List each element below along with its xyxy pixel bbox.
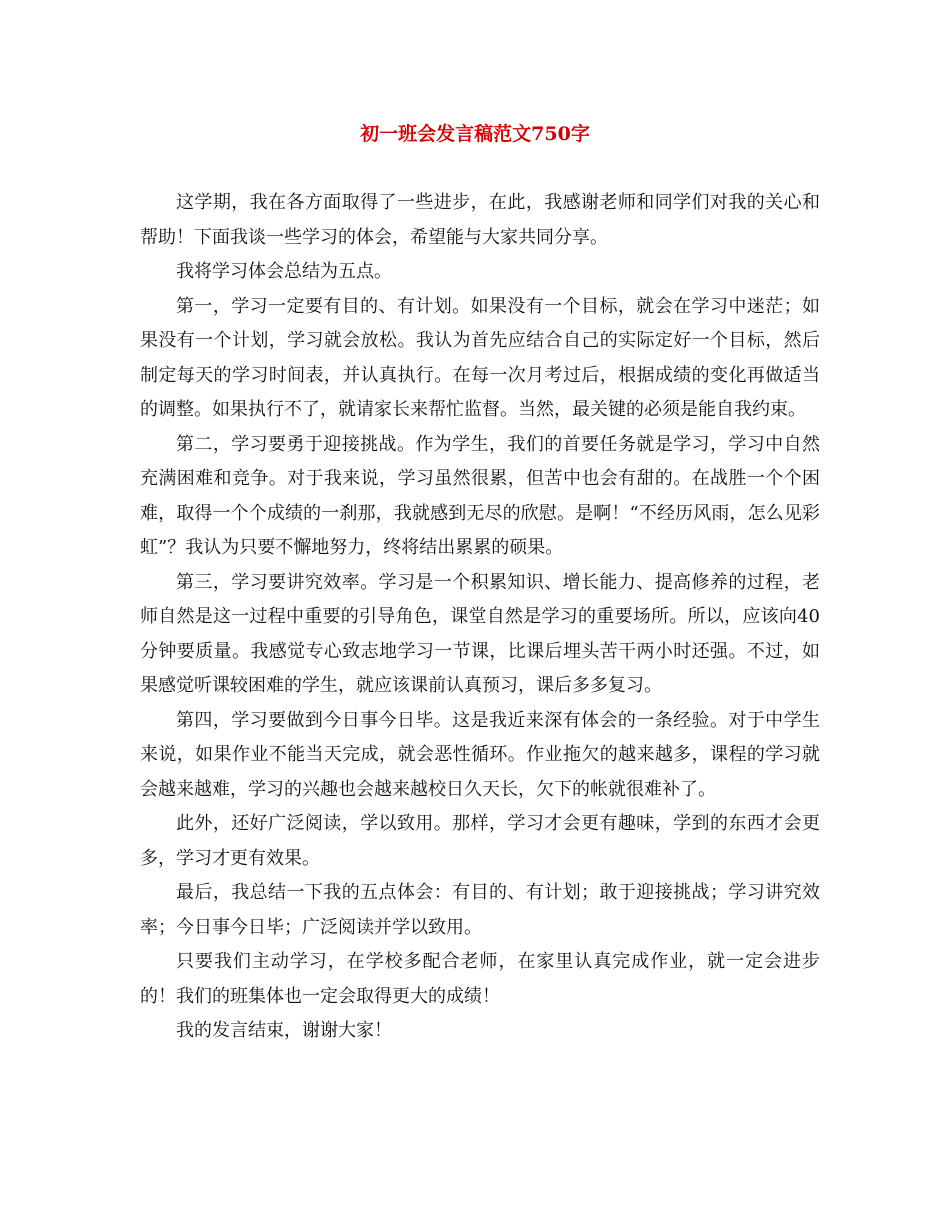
paragraph-point-1: 第一，学习一定要有目的、有计划。如果没有一个目标，就会在学习中迷茫；如果没有一个计划，学习就会放松。我认为首先应结合自己的实际定好一个目标，然后制定每天的学习时间表，并认真执行。在每一次月考过后，根据成绩的变化再做适当的调整。如果执行不了，就请家长来帮忙监督。当然，最关键的必须是能自我约束。 xyxy=(140,295,820,420)
paragraph-intro: 这学期，我在各方面取得了一些进步，在此，我感谢老师和同学们对我的关心和帮助！下面我谈一些学习的体会，希望能与大家共同分享。 xyxy=(140,192,820,248)
paragraph-point-2: 第二，学习要勇于迎接挑战。作为学生，我们的首要任务就是学习，学习中自然充满困难和竞争。对于我来说，学习虽然很累，但苦中也会有甜的。在战胜一个个困难，取得一个个成绩的一刹那，我就感到无尽的欣慰。是啊！“不经历风雨，怎么见彩虹”？我认为只要不懈地努力，终将结出累累的硕果。 xyxy=(140,433,820,558)
paragraph-thanks: 我的发言结束，谢谢大家！ xyxy=(176,1020,392,1041)
paragraph-closing-hope: 只要我们主动学习，在学校多配合老师，在家里认真完成作业，就一定会进步的！我们的班集体也一定会取得更大的成绩！ xyxy=(140,951,820,1007)
document-title: 初一班会发言稿范文750字 xyxy=(360,123,590,145)
paragraph-point-5: 此外，还好广泛阅读，学以致用。那样，学习才会更有趣味，学到的东西才会更多，学习才更有效果。 xyxy=(140,813,820,869)
document-body xyxy=(140,186,820,1049)
paragraph-summary-lead: 我将学习体会总结为五点。 xyxy=(176,261,392,282)
paragraph-point-3: 第三，学习要讲究效率。学习是一个积累知识、增长能力、提高修养的过程，老师自然是这一过程中重要的引导角色，课堂自然是学习的重要场所。所以，应该向40分钟要质量。我感觉专心致志地学习一节课，比课后埋头苦干两小时还强。不过，如果感觉听课较困难的学生，就应该课前认真预习，课后多多复习。 xyxy=(140,571,820,696)
paragraph-conclusion: 最后，我总结一下我的五点体会：有目的、有计划；敢于迎接挑战；学习讲究效率；今日事今日毕；广泛阅读并学以致用。 xyxy=(140,882,820,938)
paragraph-point-4: 第四，学习要做到今日事今日毕。这是我近来深有体会的一条经验。对于中学生来说，如果作业不能当天完成，就会恶性循环。作业拖欠的越来越多，课程的学习就会越来越难，学习的兴趣也会越来越校日久天长，欠下的帐就很难补了。 xyxy=(140,709,820,800)
